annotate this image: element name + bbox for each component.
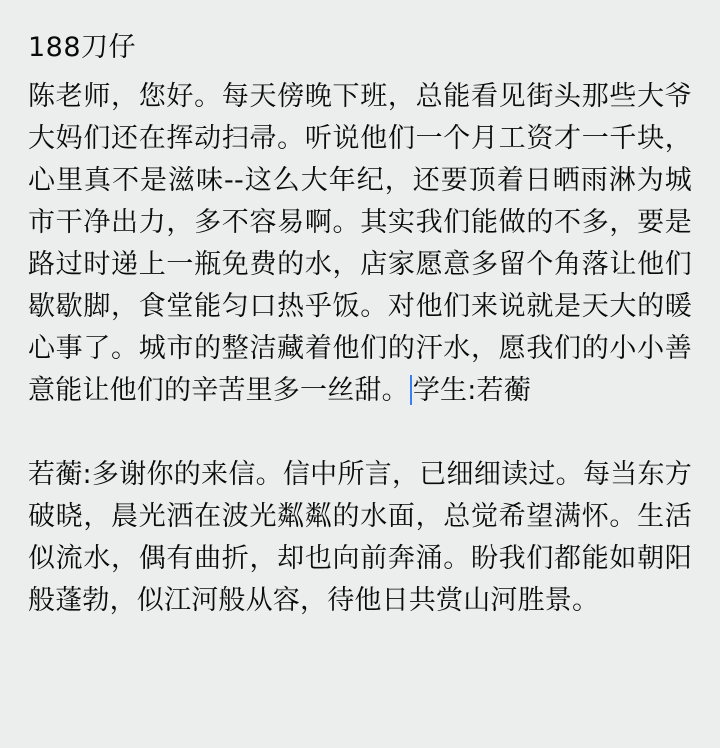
reply-paragraph[interactable]: 若蘅:多谢你的来信。信中所言，已细细读过。每当东方破晓，晨光洒在波光粼粼的水面，总觉希望满怀。生活似流水，偶有曲折，却也向前奔涌。盼我们都能如朝阳般蓬勃，似江河般从容，待他日共赏山河胜景。 — [28, 459, 692, 617]
letter-text-before-caret: 陈老师，您好。每天傍晚下班，总能看见街头那些大爷大妈们还在挥动扫帚。听说他们一个月工资才一千块，心里真不是滋味--这么大年纪，还要顶着日晒雨淋为城市干净出力，多不容易啊。其实我们能做的不多，要是路过时递上一瓶免费的水，店家愿意多留个角落让他们歇歇脚，食堂能匀口热乎饭。对他们来说就是天大的暖心事了。城市的整洁藏着他们的汗水，愿我们的小小善意能让他们的辛苦里多一丝甜。 — [28, 81, 692, 407]
paragraph-spacer — [28, 412, 692, 454]
letter-paragraph[interactable] — [28, 76, 692, 412]
page-title: 188刀仔 — [28, 32, 137, 63]
text-caret — [410, 375, 412, 405]
letter-signature: 学生:若蘅 — [412, 375, 531, 407]
